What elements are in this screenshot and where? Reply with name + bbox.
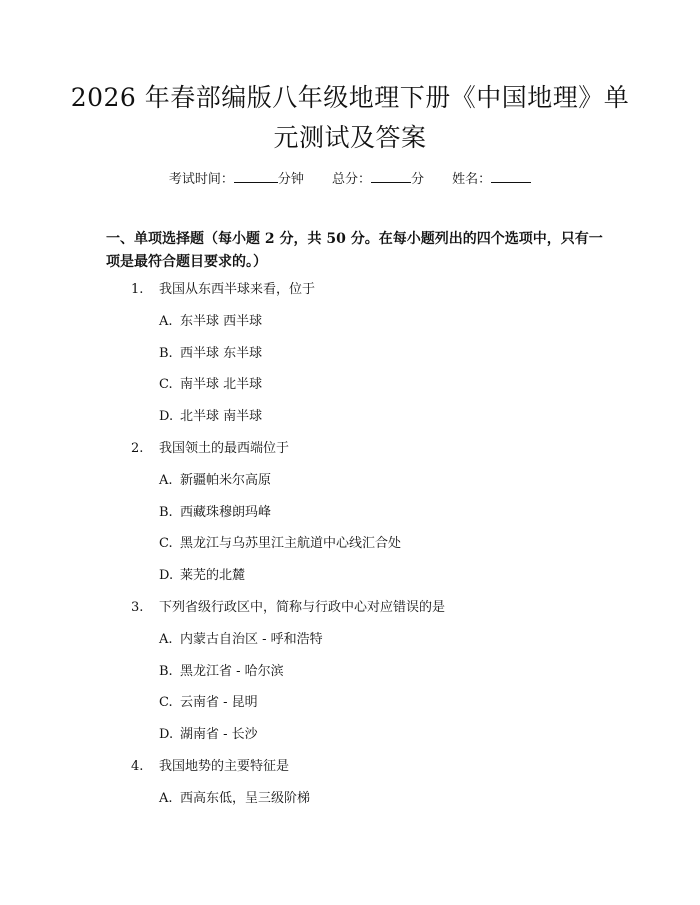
- question-stem: [0, 279, 700, 311]
- option-text: 南半球 北半球: [180, 377, 263, 393]
- student-name-blank: [491, 168, 531, 183]
- section-heading: 一、单项选择题（每小题 2 分，共 50 分。在每小题列出的四个选项中，只有一项是最符合题目要求的。）: [106, 231, 603, 270]
- option-letter: B.: [159, 663, 173, 679]
- question-option: [0, 311, 700, 343]
- option-text: 北半球 南半球: [180, 409, 263, 425]
- question-list: [0, 279, 700, 820]
- question-stem: [0, 438, 700, 470]
- question-option: [0, 724, 700, 756]
- option-letter: B.: [159, 504, 173, 520]
- total-score-unit: 分: [411, 172, 425, 187]
- question-number: 4.: [131, 758, 144, 774]
- question-option: [0, 502, 700, 534]
- option-text: 黑龙江省 - 哈尔滨: [180, 663, 284, 679]
- question-option: [0, 406, 700, 438]
- question-option: [0, 661, 700, 693]
- option-text: 东半球 西半球: [180, 313, 263, 329]
- option-letter: A.: [159, 313, 173, 329]
- option-text: 西高东低，呈三级阶梯: [180, 790, 311, 806]
- option-text: 新疆帕米尔高原: [180, 472, 272, 488]
- student-name-label: 姓名：: [452, 172, 492, 187]
- question-text: 我国地势的主要特征是: [159, 758, 290, 774]
- question-option: [0, 343, 700, 375]
- option-text: 西藏珠穆朗玛峰: [180, 504, 272, 520]
- question-option: [0, 470, 700, 502]
- question-number: 3.: [131, 599, 144, 615]
- question-stem: [0, 597, 700, 629]
- student-name-field: [452, 168, 531, 190]
- exam-info-line: [0, 168, 700, 190]
- exam-time-field: [169, 168, 304, 190]
- option-letter: D.: [159, 409, 174, 425]
- question-text: 我国从东西半球来看，位于: [159, 282, 316, 297]
- option-letter: A.: [159, 790, 173, 806]
- total-score-label: 总分：: [331, 172, 371, 187]
- option-letter: C.: [159, 695, 173, 711]
- option-text: 内蒙古自治区 - 呼和浩特: [180, 631, 323, 647]
- question-option: [0, 565, 700, 597]
- option-text: 黑龙江与乌苏里江主航道中心线汇合处: [180, 536, 402, 552]
- option-letter: A.: [159, 472, 173, 488]
- question-option: [0, 788, 700, 820]
- option-text: 西半球 东半球: [180, 345, 263, 361]
- question-number: 2.: [131, 440, 144, 456]
- exam-time-unit: 分钟: [277, 172, 304, 187]
- question-option: [0, 533, 700, 565]
- question-text: 下列省级行政区中，简称与行政中心对应错误的是: [159, 599, 446, 615]
- option-letter: C.: [159, 377, 173, 393]
- question-stem: [0, 756, 700, 788]
- option-letter: C.: [159, 536, 173, 552]
- option-text: 云南省 - 昆明: [180, 695, 258, 711]
- question-option: [0, 692, 700, 724]
- question-number: 1.: [131, 282, 144, 297]
- option-text: 湖南省 - 长沙: [180, 727, 258, 743]
- exam-time-blank: [234, 168, 278, 183]
- exam-time-label: 考试时间：: [168, 172, 234, 187]
- question-option: [0, 374, 700, 406]
- option-letter: A.: [159, 631, 173, 647]
- option-letter: D.: [159, 568, 174, 584]
- question-option: [0, 629, 700, 661]
- question-text: 我国领土的最西端位于: [159, 440, 290, 456]
- option-letter: D.: [159, 727, 174, 743]
- option-text: 莱芜的北麓: [180, 568, 246, 584]
- total-score-blank: [371, 168, 411, 183]
- total-score-field: [332, 168, 424, 190]
- option-letter: B.: [159, 345, 173, 361]
- document-title: 2026 年春部编版八年级地理下册《中国地理》单元测试及答案: [70, 83, 630, 152]
